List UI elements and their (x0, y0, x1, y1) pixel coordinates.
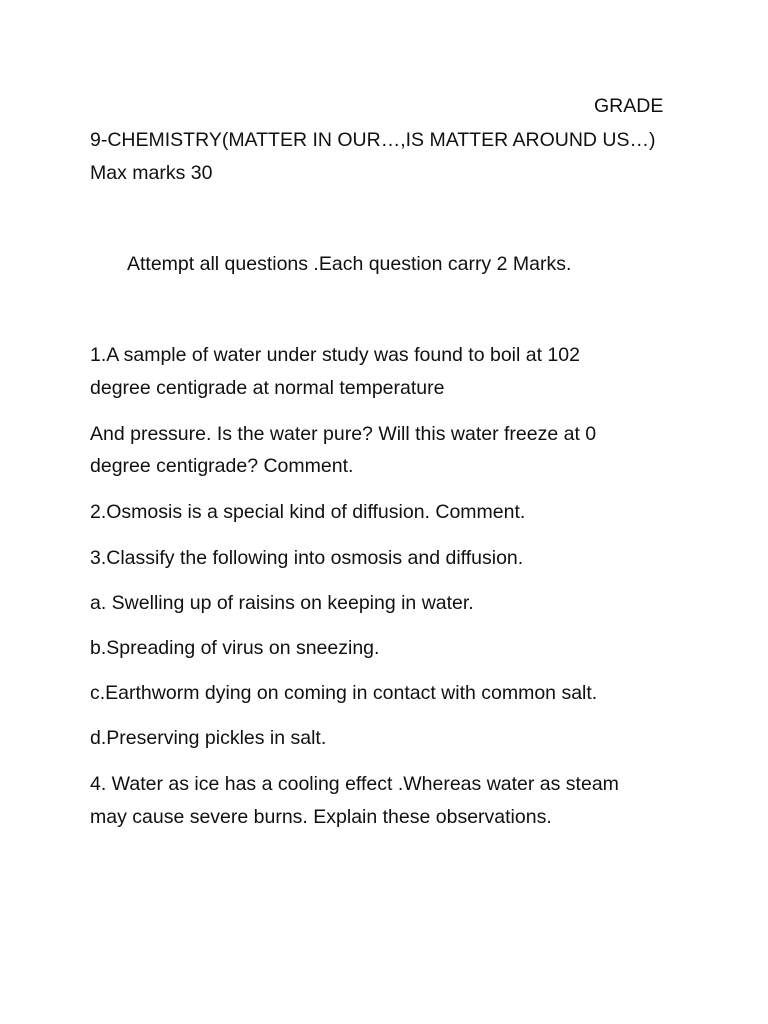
question-3-item-a: a. Swelling up of raisins on keeping in water. (90, 592, 474, 614)
question-3-item-c: c.Earthworm dying on coming in contact with common salt. (90, 682, 598, 704)
question-1-line-2: degree centigrade at normal temperature (90, 377, 445, 399)
subject-title: 9-CHEMISTRY(MATTER IN OUR…,IS MATTER AROUND US…) (90, 129, 656, 151)
question-1-line-1: 1.A sample of water under study was found to boil at 102 (90, 344, 580, 366)
max-marks: Max marks 30 (90, 162, 213, 184)
question-3-stem: 3.Classify the following into osmosis and diffusion. (90, 547, 524, 569)
question-3-item-b: b.Spreading of virus on sneezing. (90, 637, 380, 659)
question-3-item-d: d.Preserving pickles in salt. (90, 727, 327, 749)
question-1-line-4: degree centigrade? Comment. (90, 455, 354, 477)
instructions-text: Attempt all questions .Each question carry 2 Marks. (127, 253, 572, 275)
grade-label: GRADE (594, 95, 664, 117)
question-4-line-1: 4. Water as ice has a cooling effect .Whereas water as steam (90, 773, 619, 795)
question-2: 2.Osmosis is a special kind of diffusion. Comment. (90, 501, 526, 523)
question-4-line-2: may cause severe burns. Explain these observations. (90, 806, 552, 828)
question-1-line-3: And pressure. Is the water pure? Will this water freeze at 0 (90, 423, 597, 445)
